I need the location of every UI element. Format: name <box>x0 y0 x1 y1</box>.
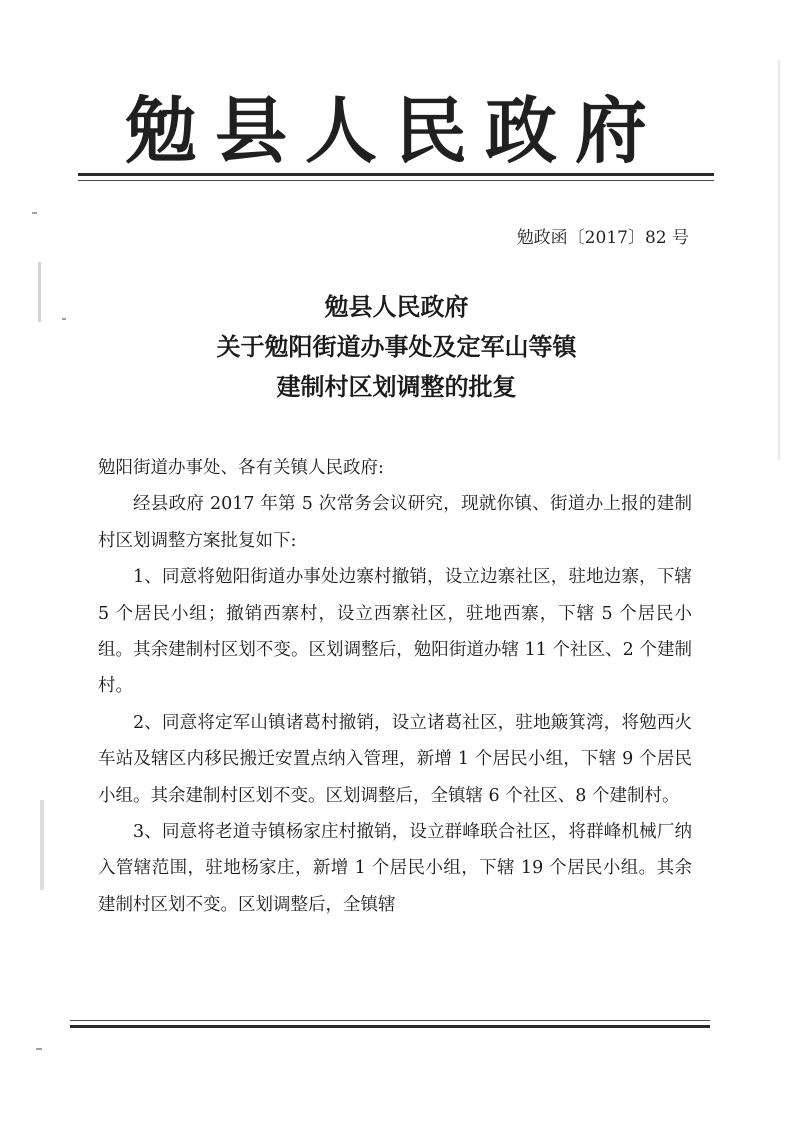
addressee: 勉阳街道办事处、各有关镇人民政府: <box>98 458 384 478</box>
government-masthead: 勉县人民政府 <box>124 88 665 173</box>
scan-mark <box>38 262 41 322</box>
title-line-3: 建制村区划调整的批复 <box>276 372 517 401</box>
body-paragraph-item-2: 2、同意将定军山镇诸葛村撤销，设立诸葛社区，驻地簸箕湾，将勉西火车站及辖区内移民搬迁安置点纳入管理，新增 1 个居民小组，下辖 9 个居民小组。其余建制村区划不变。区划调整后，全镇辖 6 个社区、8 个建制村。 <box>98 712 692 806</box>
scan-mark <box>62 318 66 320</box>
title-line-2: 关于勉阳街道办事处及定军山等镇 <box>216 332 577 361</box>
scan-mark <box>36 1048 42 1050</box>
footer-rule-thick <box>70 1025 710 1028</box>
masthead-rule-thin <box>78 180 714 181</box>
body-paragraph-item-1: 1、同意将勉阳街道办事处边寨村撤销，设立边寨社区，驻地边寨，下辖 5 个居民小组；撤销西寨村，设立西寨社区，驻地西寨，下辖 5 个居民小组。其余建制村区划不变。区划调整后，勉阳街道办辖 11 个社区、2 个建制村。 <box>98 567 692 697</box>
title-line-1: 勉县人民政府 <box>324 292 469 321</box>
masthead-rule-thick <box>78 173 714 176</box>
scan-mark <box>778 60 780 460</box>
scan-mark <box>40 800 44 890</box>
scan-mark <box>32 212 37 214</box>
body-paragraph-item-3: 3、同意将老道寺镇杨家庄村撤销，设立群峰联合社区，将群峰机械厂纳入管辖范围，驻地杨家庄，新增 1 个居民小组，下辖 19 个居民小组。其余建制村区划不变。区划调整后，全镇辖 <box>98 822 692 915</box>
body-paragraph-intro: 经县政府 2017 年第 5 次常务会议研究，现就你镇、街道办上报的建制村区划调整方案批复如下: <box>98 494 692 551</box>
document-body <box>98 450 692 923</box>
footer-rule-thin <box>70 1020 710 1021</box>
document-number: 勉政函〔2017〕82 号 <box>516 228 689 248</box>
